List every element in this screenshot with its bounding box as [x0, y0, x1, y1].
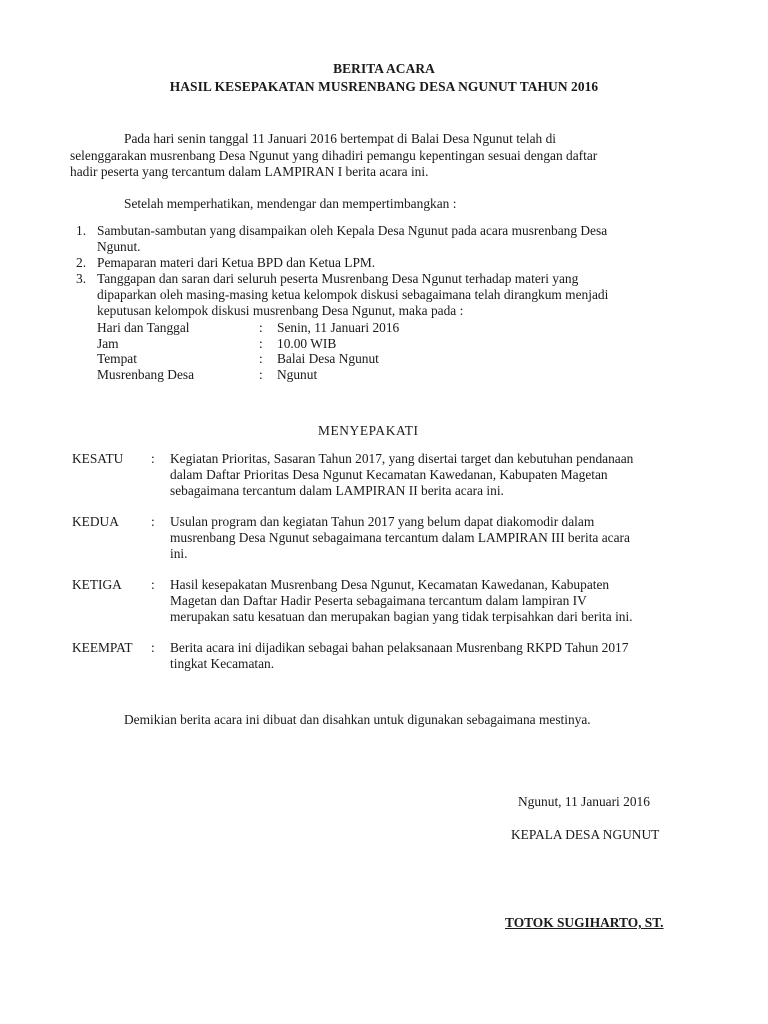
closing-text: Demikian berita acara ini dibuat dan disahkan untuk digunakan sebagaimana mestinya. — [124, 712, 591, 727]
signature-position: KEPALA DESA NGUNUT — [511, 827, 660, 842]
decision-text-keempat — [170, 640, 628, 672]
document-subtitle: HASIL KESEPAKATAN MUSRENBANG DESA NGUNUT TAHUN 2016 — [169, 79, 599, 94]
list-number-1: 1. — [76, 223, 87, 238]
agree-heading: MENYEPAKATI — [318, 423, 419, 438]
list-item-2 — [97, 255, 375, 271]
detail-sep-date: : — [259, 320, 263, 335]
detail-sep-place: : — [259, 351, 263, 366]
decision-label-keempat: KEEMPAT — [72, 640, 133, 655]
decision-sep-ketiga: : — [151, 577, 155, 592]
detail-value-date: Senin, 11 Januari 2016 — [277, 320, 400, 335]
decision-label-kedua: KEDUA — [72, 514, 119, 529]
decision-keempat-line-2: tingkat Kecamatan. — [170, 656, 275, 671]
decision-kesatu-line-1: Kegiatan Prioritas, Sasaran Tahun 2017, yang disertai target dan kebutuhan pendanaan — [170, 451, 634, 466]
decision-label-kesatu: KESATU — [72, 451, 124, 466]
decision-sep-kedua: : — [151, 514, 155, 529]
decision-ketiga-line-3: merupakan satu kesatuan dan merupakan bagian yang tidak terpisahkan dari berita ini. — [170, 609, 633, 624]
decision-kesatu-line-2: dalam Daftar Prioritas Desa Ngunut Kecamatan Kawedanan, Kabupaten Magetan — [170, 467, 608, 482]
list-item-3-line-3: keputusan kelompok diskusi musrenbang Desa Ngunut, maka pada : — [97, 303, 464, 318]
decision-ketiga-line-2: Magetan dan Daftar Hadir Peserta sebagaimana tercantum dalam lampiran IV — [170, 593, 587, 608]
detail-label-date: Hari dan Tanggal — [97, 320, 190, 335]
decision-ketiga-line-1: Hasil kesepakatan Musrenbang Desa Ngunut, Kecamatan Kawedanan, Kabupaten — [170, 577, 610, 592]
decision-sep-kesatu: : — [151, 451, 155, 466]
intro-line-2: selenggarakan musrenbang Desa Ngunut yang dihadiri pemangu kepentingan sesuai dengan daftar — [70, 148, 598, 163]
detail-value-musrenbang: Ngunut — [277, 367, 318, 382]
detail-label-place: Tempat — [97, 351, 137, 366]
signature-place-date: Ngunut, 11 Januari 2016 — [518, 794, 650, 809]
decision-keempat-line-1: Berita acara ini dijadikan sebagai bahan pelaksanaan Musrenbang RKPD Tahun 2017 — [170, 640, 629, 655]
list-item-1-line-2: Ngunut. — [97, 239, 141, 254]
decision-kedua-line-1: Usulan program dan kegiatan Tahun 2017 yang belum dapat diakomodir dalam — [170, 514, 595, 529]
detail-label-time: Jam — [97, 336, 119, 351]
list-item-1 — [97, 223, 607, 255]
document-title: BERITA ACARA — [333, 61, 435, 76]
list-item-3 — [97, 271, 608, 319]
decision-sep-keempat: : — [151, 640, 155, 655]
list-item-3-line-2: dipaparkan oleh masing-masing ketua kelompok diskusi sebagaimana telah dirangkum menjadi — [97, 287, 609, 302]
detail-value-place: Balai Desa Ngunut — [277, 351, 379, 366]
list-item-3-line-1: Tanggapan dan saran dari seluruh peserta Musrenbang Desa Ngunut terhadap materi yang — [97, 271, 579, 286]
detail-sep-time: : — [259, 336, 263, 351]
decision-kedua-line-3: ini. — [170, 546, 188, 561]
decision-kedua-line-2: musrenbang Desa Ngunut sebagaimana tercantum dalam LAMPIRAN III berita acara — [170, 530, 630, 545]
intro-line-3: hadir peserta yang tercantum dalam LAMPIRAN I berita acara ini. — [70, 164, 429, 179]
decision-text-kedua — [170, 514, 630, 562]
decision-text-kesatu — [170, 451, 633, 499]
intro-line-1: Pada hari senin tanggal 11 Januari 2016 bertempat di Balai Desa Ngunut telah di — [124, 131, 556, 146]
signature-name: TOTOK SUGIHARTO, ST. — [505, 915, 664, 930]
list-item-1-line-1: Sambutan-sambutan yang disampaikan oleh Kepala Desa Ngunut pada acara musrenbang Desa — [97, 223, 608, 238]
decision-label-ketiga: KETIGA — [72, 577, 122, 592]
list-item-2-line-1: Pemaparan materi dari Ketua BPD dan Ketua LPM. — [97, 255, 376, 270]
decision-kesatu-line-3: sebagaimana tercantum dalam LAMPIRAN II berita acara ini. — [170, 483, 504, 498]
list-number-3: 3. — [76, 271, 87, 286]
detail-value-time: 10.00 WIB — [277, 336, 337, 351]
consider-text: Setelah memperhatikan, mendengar dan mempertimbangkan : — [124, 196, 457, 211]
decision-text-ketiga — [170, 577, 633, 625]
list-number-2: 2. — [76, 255, 87, 270]
detail-label-musrenbang: Musrenbang Desa — [97, 367, 195, 382]
detail-sep-musrenbang: : — [259, 367, 263, 382]
